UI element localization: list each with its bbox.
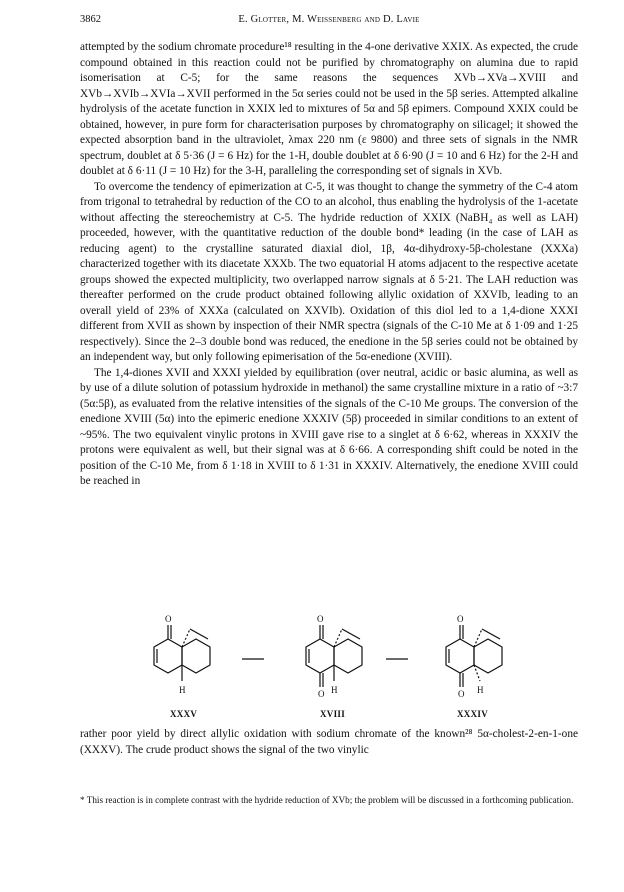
paragraph-1: attempted by the sodium chromate procedure¹⁸ resulting in the 4-one derivative XXIX. As expected, the crude compound obtained in this reaction could not be purified by chromatography on alumina due to rapid isomerisation at C-5; for the same reasons the sequences XVb→XVa→XVIII and XVb→XVIb→XVIa→XVII performed in the 5α series could not be used in the 5β series. Attempted alkaline hydrolysis of the acetate function in XXIX led to mixtures of 5α and 5β epimers. Compound XXIX could be obtained, however, in pure form for characterisation purposes by chromatography on silicagel; it showed the expected absorption band in the ultraviolet, λmax 220 nm (ε 9800) and three sets of signals in the NMR spectrum, doublet at δ 5·36 (J = 6 Hz) for the 1-H, double doublet at δ 6·90 (J = 10 and 6 Hz) for the 2-H and doublet at δ 6·11 (J = 10 Hz) for the 3-H, paralleling the corresponding set of signals in XVb. bbox=[80, 41, 578, 177]
paragraph-4: rather poor yield by direct allylic oxidation with sodium chromate of the known²⁸ 5α-cholest-2-en-1-one (XXXV). The crude product shows the signal of the two vinylic bbox=[80, 728, 578, 756]
footnote: * This reaction is in complete contrast with the hydride reduction of XVb; the problem will be discussed in a forthcoming publication. bbox=[80, 795, 574, 805]
paragraph-2: To overcome the tendency of epimerization at C-5, it was thought to change the symmetry of the C-4 atom from trigonal to tetrahedral by reduction of the CO to an alcohol, thus enabling the hydrolysis of the 1-acetate without affecting the stereochemistry at C-5. The hydride reduction of XXIX (NaBH₄ as well as LAH) proceeded, however, with the quantitative reduction of the double bond* leading (in the case of LAH as reducing agent) to the crystalline saturated diaxial diol, 1β, 4α-dihydroxy-5β-cholestane (XXXa) characterized together with its diacetate XXXb. The two equatorial H atoms adjacent to the respective acetate groups showed the expected multiplicity, two overlapped narrow signals at δ 5·21. The LAH reduction was thereafter performed on the crude product obtained following allylic oxidation of XXVIb, leading to an overall yield of 23% of XXXa (calculated on XXVIb). Oxidation of this diol led to a 1,4-dione XXXI different from XVII as shown by inspection of their NMR spectra (signals of the C-10 Me at δ 1·09 and 1·25 respectively). Since the 2–3 double bond was reduced, the enedione in the 5β series could not be obtained by an independent way, but only following epimerisation of the 5α-enedione (XVIII). bbox=[80, 180, 578, 363]
running-authors: E. Glotter, M. Weissenberg and D. Lavie bbox=[238, 14, 420, 25]
atom-h-3: H bbox=[477, 685, 484, 695]
body-text-top bbox=[80, 40, 578, 490]
atom-o-2: O bbox=[317, 614, 324, 624]
paragraph-3: The 1,4-diones XVII and XXXI yielded by equilibration (over neutral, acidic or basic alumina, as well as by use of a dilute solution of potassium hydroxide in methanol) the same crystalline mixture in a ratio of ~3:7 (5α:5β), as evaluated from the relative intensities of the signals of the C-10 Me groups. The conversion of the enedione XVIII (5α) into the epimeric enedione XXXIV (5β) proceeded in similar conditions to an extent of ~95%. The two equivalent vinylic protons in XVIII gave rise to a singlet at δ 6·62, whereas in XXXIV the protons were equivalent as well, but their signal was at δ 6·66. A corresponding shift could be noted in the position of the C-10 Me, from δ 1·18 in XVIII to δ 1·31 in XXXIV. Alternatively, the enedione XVIII could be reached in bbox=[80, 366, 578, 487]
atom-o-3: O bbox=[318, 689, 325, 699]
structure-figure bbox=[80, 613, 578, 721]
atom-h-1: H bbox=[179, 685, 186, 695]
label-xxxv: XXXV bbox=[170, 709, 198, 719]
atom-o-1: O bbox=[165, 614, 172, 624]
atom-h-2: H bbox=[331, 685, 338, 695]
page-number: 3862 bbox=[80, 14, 101, 25]
atom-o-5: O bbox=[458, 689, 465, 699]
running-header bbox=[80, 14, 578, 30]
body-text-bottom bbox=[80, 727, 578, 758]
molecule-xviii bbox=[306, 625, 362, 687]
molecule-xxxv bbox=[154, 625, 210, 681]
label-xxxiv: XXXIV bbox=[457, 709, 489, 719]
label-xviii: XVIII bbox=[320, 709, 346, 719]
molecule-xxxiv bbox=[446, 625, 502, 687]
structure-drawing bbox=[80, 613, 578, 721]
atom-o-4: O bbox=[457, 614, 464, 624]
